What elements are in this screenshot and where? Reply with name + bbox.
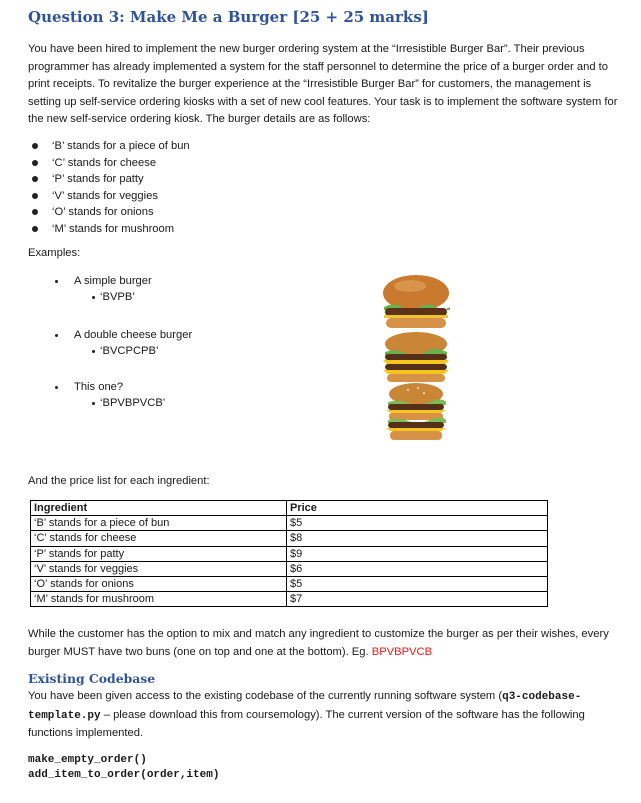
example-title: A simple burger xyxy=(74,275,152,287)
header-ingredient: Ingredient xyxy=(31,501,287,516)
bullet-dot xyxy=(92,350,95,353)
bun-rule-text: While the customer has the option to mix and match any ingredient to customize the burger as per their wishes, every burger MUST have two buns (one on top and one at the bottom). Eg. xyxy=(28,628,609,658)
ingredient-cell: ‘O’ stands for onions xyxy=(31,576,287,591)
bun-rule-paragraph xyxy=(28,626,626,661)
example-code: ‘BVCPCPB’ xyxy=(100,345,159,357)
ingredient-cell: ‘C’ stands for cheese xyxy=(31,531,287,546)
list-item: ‘V’ stands for veggies xyxy=(28,188,190,205)
function-list xyxy=(28,753,219,782)
codebase-text-post: – please download this from coursemology). The current version of the software has the following functions implemented. xyxy=(28,708,585,740)
existing-codebase-heading: Existing Codebase xyxy=(28,671,156,686)
examples-label: Examples: xyxy=(28,247,81,259)
example-code: ‘BPVBPVCB’ xyxy=(100,397,166,409)
table-row xyxy=(31,576,548,591)
price-cell: $7 xyxy=(287,592,548,607)
table-row xyxy=(31,592,548,607)
table-row xyxy=(31,516,548,531)
ingredient-bullet-list xyxy=(28,138,190,238)
ingredient-cell: ‘V’ stands for veggies xyxy=(31,561,287,576)
bullet-dot xyxy=(92,402,95,405)
codebase-text-pre: You have been given access to the existing codebase of the currently running software system ( xyxy=(28,690,503,702)
price-cell: $5 xyxy=(287,576,548,591)
table-row xyxy=(31,546,548,561)
example-order-red-b: B xyxy=(371,645,380,658)
example-order-red-b: B xyxy=(424,645,433,658)
bullet-dot xyxy=(55,386,58,389)
price-list-label: And the price list for each ingredient: xyxy=(28,475,210,487)
triple-layer-burger-image xyxy=(380,381,452,445)
bullet-dot xyxy=(92,296,95,299)
header-price: Price xyxy=(287,501,548,516)
list-item: ‘P’ stands for patty xyxy=(28,171,190,188)
example-title: This one? xyxy=(74,381,124,393)
function-signature: make_empty_order() xyxy=(28,754,147,766)
price-cell: $8 xyxy=(287,531,548,546)
price-table xyxy=(30,500,548,607)
table-row xyxy=(31,561,548,576)
list-item: ‘B’ stands for a piece of bun xyxy=(28,138,190,155)
ingredient-cell: ‘P’ stands for patty xyxy=(31,546,287,561)
bullet-dot xyxy=(55,334,58,337)
list-item: ‘O’ stands for onions xyxy=(28,204,190,221)
intro-paragraph: You have been hired to implement the new burger ordering system at the “Irresistible Burger Bar”. Their previous programmer has already implemented a system for the staff personnel to determine the price of a burger order and to print receipts. To revitalize the burger experience at the “Irresistible Burger Bar” for customers, the management is setting up self-service ordering kiosks with a set of new cool features. Your task is to implement the software system for the new self-service ordering kiosk. The burger details are as follows: xyxy=(28,43,618,126)
simple-burger-image xyxy=(380,271,452,335)
price-cell: $9 xyxy=(287,546,548,561)
bullet-dot xyxy=(55,280,58,283)
ingredient-cell: ‘B’ stands for a piece of bun xyxy=(31,516,287,531)
ingredient-cell: ‘M’ stands for mushroom xyxy=(31,592,287,607)
list-item: ‘M’ stands for mushroom xyxy=(28,221,190,238)
codebase-paragraph xyxy=(28,688,626,743)
codebase-filename: q3-codebase-template.py xyxy=(28,691,582,722)
example-order-middle: PVBPVC xyxy=(379,645,425,658)
example-code: ‘BVPB’ xyxy=(100,291,135,303)
double-cheese-burger-image xyxy=(380,330,452,386)
list-item: ‘C’ stands for cheese xyxy=(28,155,190,172)
price-cell: $5 xyxy=(287,516,548,531)
example-title: A double cheese burger xyxy=(74,329,193,341)
function-signature: add_item_to_order(order,item) xyxy=(28,768,220,781)
question-heading: Question 3: Make Me a Burger [25 + 25 marks] xyxy=(28,8,429,26)
price-cell: $6 xyxy=(287,561,548,576)
table-header-row xyxy=(31,501,548,516)
table-row xyxy=(31,531,548,546)
